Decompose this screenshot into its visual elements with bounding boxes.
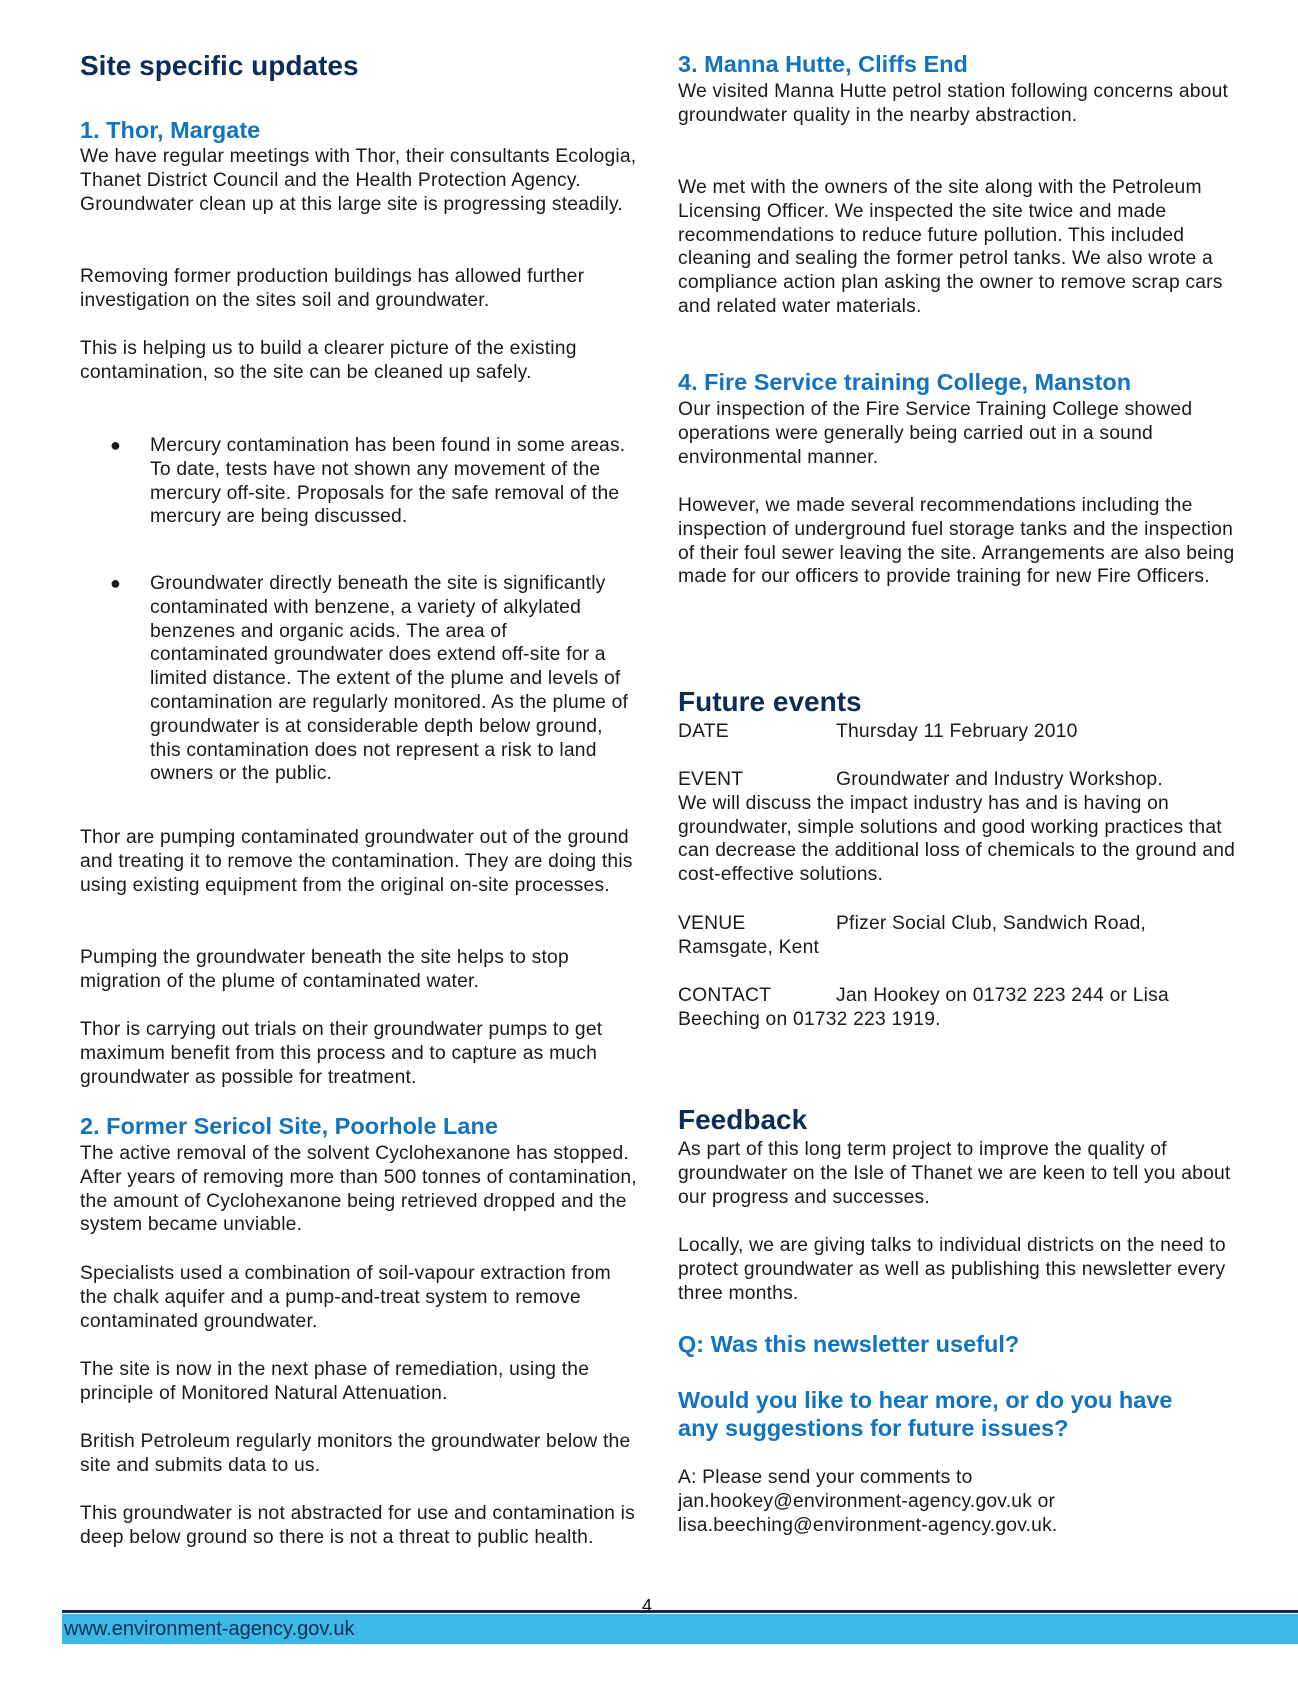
thor-paragraph-5: Pumping the groundwater beneath the site helps to stop migration of the plume of contaminated water. xyxy=(80,947,569,992)
event-contact: CONTACT Jan Hookey on 01732 223 244 or Lisa Beeching on 01732 223 1919. xyxy=(678,985,1169,1030)
thor-paragraph-6: Thor is carrying out trials on their groundwater pumps to get maximum benefit from this process and to capture as much groundwater as possible for treatment. xyxy=(80,1019,603,1088)
thor-paragraph-3: This is helping us to build a clearer picture of the existing contamination, so the site can be cleaned up safely. xyxy=(80,338,577,383)
sericol-paragraph-4: British Petroleum regularly monitors the groundwater below the site and submits data to us. xyxy=(80,1431,631,1476)
thor-paragraph-4: Thor are pumping contaminated groundwater out of the ground and treating it to remove the contamination. They are doing this using existing equipment from the original on-site processes. xyxy=(80,827,633,896)
feedback-answer: A: Please send your comments to jan.hookey@environment-agency.gov.uk or lisa.beeching@environment-agency.gov.uk. xyxy=(678,1467,1058,1536)
bullet-icon: ● xyxy=(110,435,121,455)
section-heading-fire-service: 4. Fire Service training College, Manston xyxy=(678,369,1132,395)
sericol-paragraph-3: The site is now in the next phase of remediation, using the principle of Monitored Natural Attenuation. xyxy=(80,1359,590,1404)
footer-rule xyxy=(62,1610,1298,1613)
section-heading-sericol: 2. Former Sericol Site, Poorhole Lane xyxy=(80,1113,498,1139)
fire-paragraph-2: However, we made several recommendations including the inspection of underground fuel storage tanks and the inspection of their foul sewer leaving the site. Arrangements are also being made for our officers to provide training for new Fire Officers. xyxy=(678,495,1235,588)
section-heading-thor: 1. Thor, Margate xyxy=(80,117,261,143)
event-date: DATE Thursday 11 February 2010 xyxy=(678,721,1078,742)
bullet-icon: ● xyxy=(110,573,121,593)
email-link[interactable]: jan.hookey@environment-agency.gov.uk or xyxy=(678,1490,1056,1512)
manna-paragraph-1: We visited Manna Hutte petrol station following concerns about groundwater quality in the nearby abstraction. xyxy=(678,81,1229,126)
thor-paragraph-2: Removing former production buildings has allowed further investigation on the sites soil and groundwater. xyxy=(80,266,585,311)
feedback-paragraph-2: Locally, we are giving talks to individual districts on the need to protect groundwater as well as publishing this newsletter every three months. xyxy=(678,1235,1226,1304)
feedback-prompt: Would you like to hear more, or do you have any suggestions for future issues? xyxy=(678,1387,1173,1441)
email-link[interactable]: lisa.beeching@environment-agency.gov.uk. xyxy=(678,1514,1058,1536)
fire-paragraph-1: Our inspection of the Fire Service Training College showed operations were generally being carried out in a sound environmental manner. xyxy=(678,399,1193,468)
event-venue: VENUE Pfizer Social Club, Sandwich Road, Ramsgate, Kent xyxy=(678,913,1147,958)
sericol-paragraph-1: The active removal of the solvent Cyclohexanone has stopped. After years of removing more than 500 tonnes of contamination, the amount of Cyclohexanone being retrieved dropped and the system became unviable. xyxy=(80,1143,637,1236)
footer-url-link[interactable]: www.environment-agency.gov.uk xyxy=(64,1618,355,1640)
future-events-title: Future events xyxy=(678,686,862,717)
section-heading-manna-hutte: 3. Manna Hutte, Cliffs End xyxy=(678,51,968,77)
thor-paragraph-1: We have regular meetings with Thor, their consultants Ecologia, Thanet District Council and the Health Protection Agency. Groundwater clean up at this large site is progressing steadily. xyxy=(80,146,637,215)
sericol-paragraph-5: This groundwater is not abstracted for use and contamination is deep below ground so there is not a threat to public health. xyxy=(80,1503,635,1548)
event-description: EVENT Groundwater and Industry Workshop. We will discuss the impact industry has and is having on groundwater, simple solutions and good working practices that can decrease the additional loss of chemicals to the ground and cost-effective solutions. xyxy=(678,769,1236,886)
feedback-title: Feedback xyxy=(678,1104,808,1135)
manna-paragraph-2: We met with the owners of the site along with the Petroleum Licensing Officer. We inspected the site twice and made recommendations to reduce future pollution. This included cleaning and sealing the former petrol tanks. We also wrote a compliance action plan asking the owner to remove scrap cars and related water materials. xyxy=(678,177,1223,317)
feedback-paragraph-1: As part of this long term project to improve the quality of groundwater on the Isle of Thanet we are keen to tell you about our progress and successes. xyxy=(678,1139,1231,1208)
feedback-question: Q: Was this newsletter useful? xyxy=(678,1331,1020,1357)
page-number: 4 xyxy=(642,1596,653,1616)
page-title: Site specific updates xyxy=(80,50,359,81)
sericol-paragraph-2: Specialists used a combination of soil-vapour extraction from the chalk aquifer and a pump-and-treat system to remove contaminated groundwater. xyxy=(80,1263,611,1332)
